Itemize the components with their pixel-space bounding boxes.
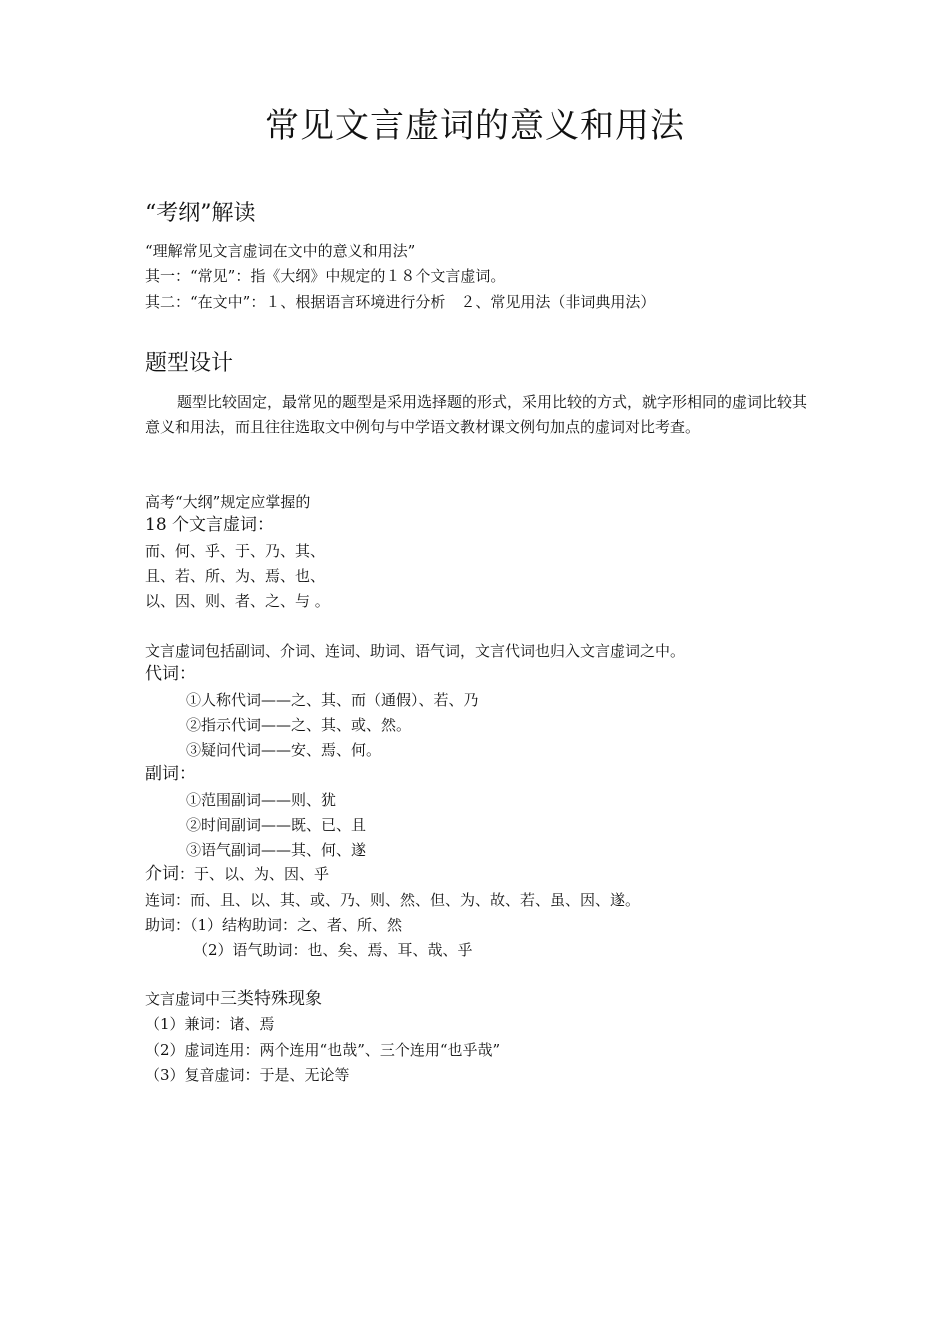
adverb-item: ②时间副词——既、已、且 (186, 816, 367, 834)
question-design-paragraph: 题型比较固定，最常见的题型是采用选择题的形式，采用比较的方式，就字形相同的虚词比较其意义和用法，而且往往选取文中例句与中学语文教材课文例句加点的虚词对比考查。 (145, 393, 808, 436)
list18-row-1: 而、何、乎、于、乃、其、 (145, 542, 326, 560)
special-item: （1）兼词：诸、焉 (145, 1015, 275, 1033)
preposition-label: 介词 (145, 864, 179, 884)
preposition-words: ：于、以、为、因、乎 (179, 865, 330, 883)
preposition-line (145, 862, 329, 886)
page-title: 常见文言虚词的意义和用法 (265, 106, 685, 146)
pronoun-label: 代词： (145, 664, 196, 684)
syllabus-quote: “理解常见文言虚词在文中的意义和用法” (145, 242, 416, 260)
list18-row-3: 以、因、则、者、之、与 。 (145, 592, 330, 610)
special-heading-prefix: 文言虚词中 (145, 990, 221, 1008)
syllabus-point-2: 其二：“在文中”：１、根据语言环境进行分析 ２、常见用法（非词典用法） (145, 293, 656, 311)
section-heading-syllabus: “考纲”解读 (145, 201, 256, 226)
adverb-item: ③语气副词——其、何、遂 (186, 841, 367, 859)
adverb-item: ①范围副词——则、犹 (186, 791, 337, 809)
special-heading-rest: 三类特殊现象 (220, 989, 323, 1009)
pronoun-item: ②指示代词——之、其、或、然。 (186, 716, 412, 734)
conjunction-line: 连词：而、且、以、其、或、乃、则、然、但、为、故、若、虽、因、遂。 (145, 891, 641, 909)
special-heading (145, 987, 322, 1011)
special-item: （2）虚词连用：两个连用“也哉”、三个连用“也乎哉” (145, 1041, 501, 1059)
particle-line-1: 助词：（1）结构助词：之、者、所、然 (145, 916, 403, 934)
list18-row-2: 且、若、所、为、焉、也、 (145, 567, 326, 585)
pronoun-item: ①人称代词——之、其、而（通假）、若、乃 (186, 691, 479, 709)
syllabus-point-1: 其一：“常见”：指《大纲》中规定的１８个文言虚词。 (145, 267, 506, 285)
categories-intro: 文言虚词包括副词、介词、连词、助词、语气词，文言代词也归入文言虚词之中。 (145, 642, 686, 660)
list18-intro: 高考“大纲”规定应掌握的 (145, 493, 311, 511)
pronoun-item: ③疑问代词——安、焉、何。 (186, 741, 382, 759)
adverb-label: 副词： (145, 764, 196, 784)
special-item: （3）复音虚词：于是、无论等 (145, 1066, 350, 1084)
section-heading-question-design: 题型设计 (145, 351, 234, 376)
particle-line-2: （2）语气助词：也、矣、焉、耳、哉、乎 (193, 941, 473, 959)
list18-count-line: 18 个文言虚词： (145, 515, 275, 535)
